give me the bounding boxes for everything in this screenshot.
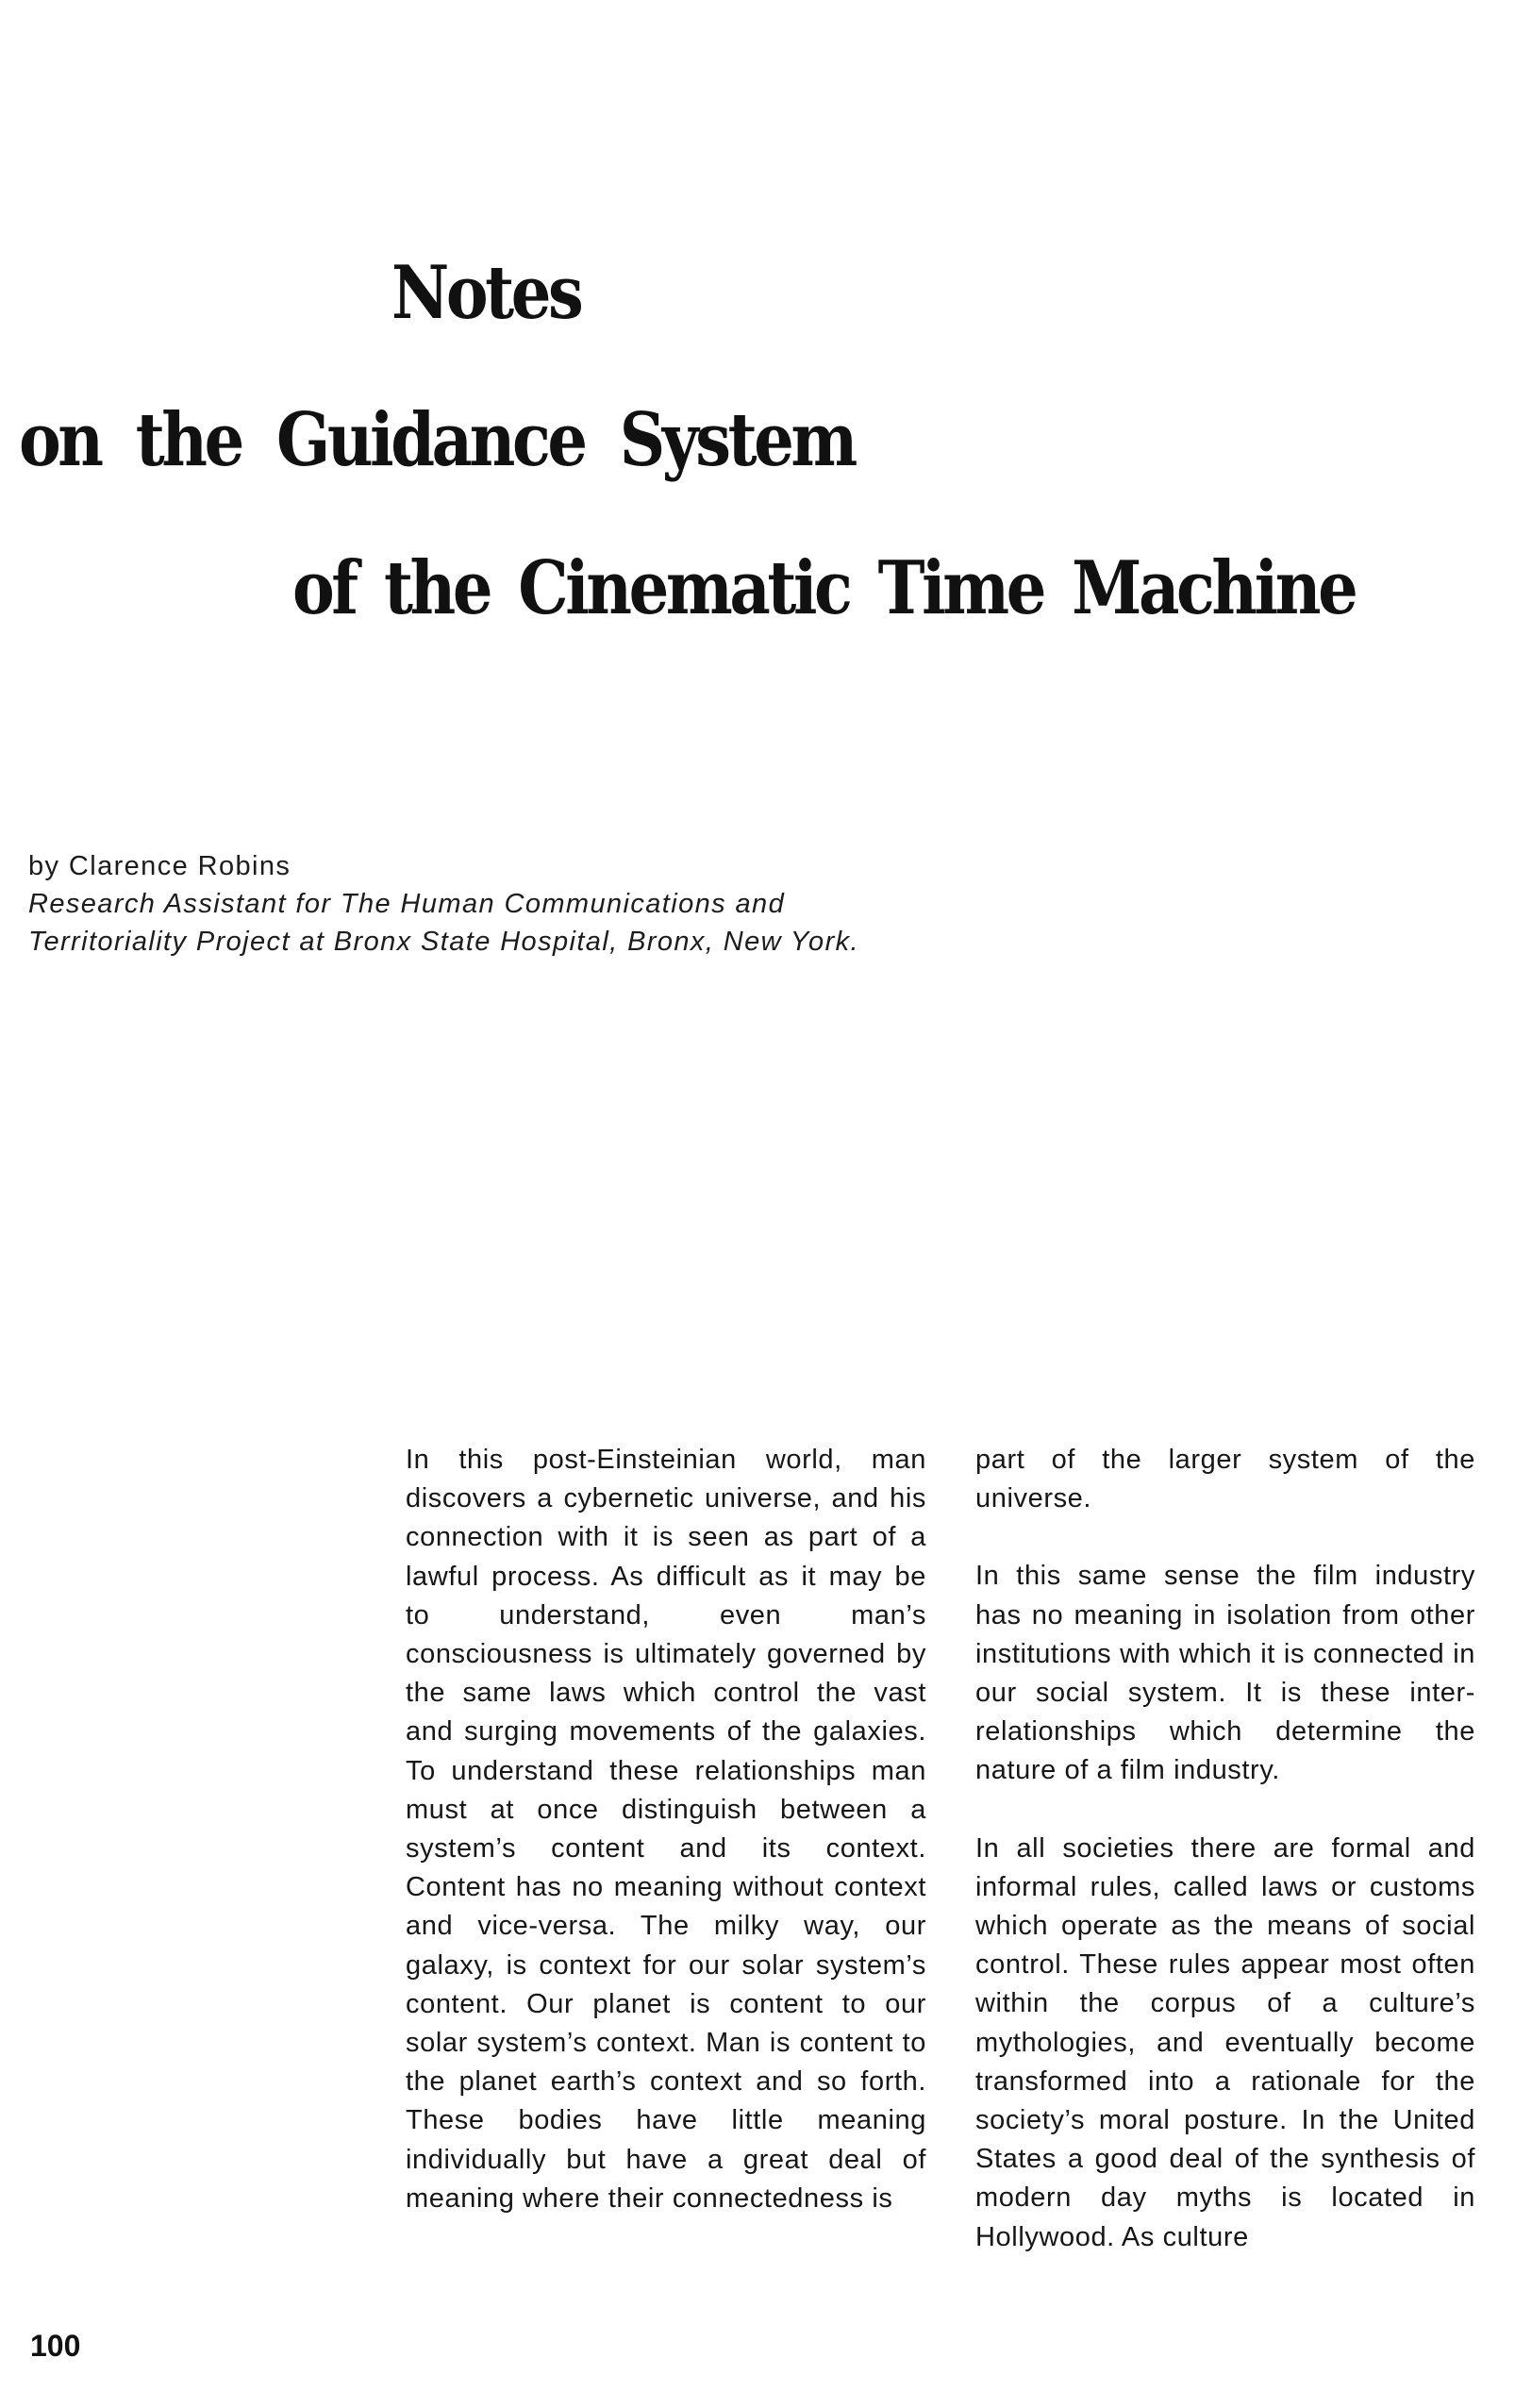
column2-paragraph-3: In all societies there are formal and informal rules, called laws or customs which operate as the means of social control. These rules appear most often within the corpus of a culture’s mythologies, and eventually become transformed into a rationale for the society’s moral posture. In the United States a good deal of the synthesis of modern day myths is located in Hollywood. As culture	[975, 1832, 1475, 2252]
body-column-2	[975, 1441, 1475, 2257]
column1-paragraph: In this post-Einsteinian world, man discovers a cybernetic universe, and his connection with it is seen as part of a lawful process. As difficult as it may be to understand, even man’s consciousness is ultimately governed by the same laws which control the vast and surging movements of the galaxies. To understand these relationships man must at once distinguish between a system’s content and its context. Content has no meaning without context and vice-versa. The milky way, our galaxy, is context for our solar system’s content. Our planet is content to our solar system’s context. Man is content to the planet earth’s context and so forth. These bodies have little meaning individually but have a great deal of meaning where their connectedness is	[406, 1445, 926, 2214]
column2-paragraph-1: part of the larger system of the universe.	[975, 1445, 1475, 1514]
page-number: 100	[30, 2329, 81, 2363]
byline-block	[28, 847, 924, 961]
column2-paragraph-2: In this same sense the film industry has no meaning in isolation from other institutions with which it is connected in our social system. It is these inter-relationships which determine the nature of a film industry.	[975, 1561, 1475, 1786]
body-column-1	[406, 1441, 926, 2218]
author-affiliation: Research Assistant for The Human Communications and Territoriality Project at Bronx State Hospital, Bronx, New York.	[28, 889, 859, 957]
title-line-3: of the Cinematic Time Machine	[292, 545, 1356, 631]
title-line-1: Notes	[391, 250, 581, 336]
title-line-2: on the Guidance System	[19, 397, 855, 483]
author-name: by Clarence Robins	[28, 851, 291, 881]
